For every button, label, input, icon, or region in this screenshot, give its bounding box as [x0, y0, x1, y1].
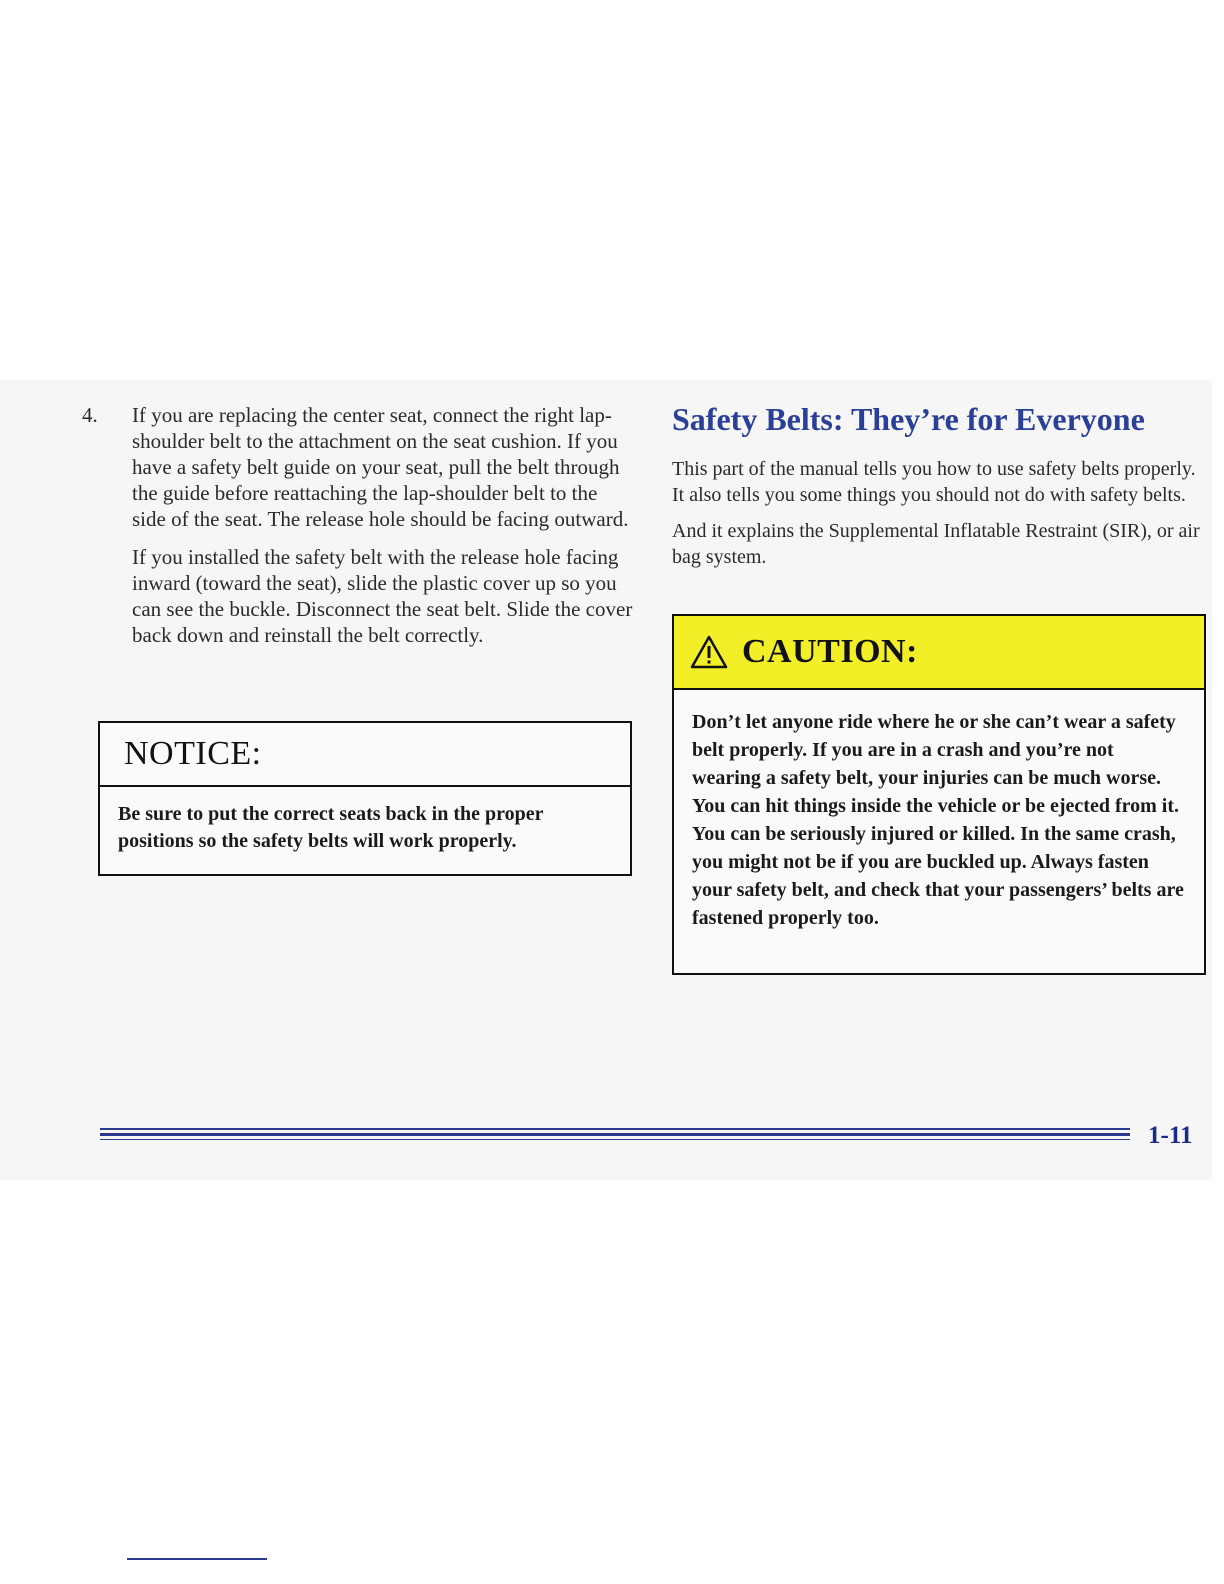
- bottom-divider: [127, 1558, 267, 1560]
- caution-box: [672, 614, 1206, 975]
- caution-title: CAUTION:: [742, 633, 918, 670]
- right-column: [672, 398, 1212, 580]
- notice-box: [98, 721, 632, 876]
- notice-title: NOTICE:: [124, 735, 262, 772]
- warning-triangle-icon: [690, 635, 728, 669]
- section-title: Safety Belts: They’re for Everyone: [672, 401, 1145, 437]
- step-text: If you are replacing the center seat, connect the right lap-shoulder belt to the attachment on the seat cushion. If you have a safety belt guide on your seat, pull the belt through the guide before reattaching the lap-shoulder belt to the side of the seat. The release hole should be facing outward.: [132, 403, 629, 531]
- sir-paragraph: And it explains the Supplemental Inflatable Restraint (SIR), or air bag system.: [672, 520, 1200, 568]
- list-item: [82, 402, 634, 648]
- notice-body: Be sure to put the correct seats back in the proper positions so the safety belts will work properly.: [118, 803, 544, 852]
- step-followup-text: If you installed the safety belt with the release hole facing inward (toward the seat), slide the plastic cover up so you can see the buckle. Disconnect the seat belt. Slide the cover back down and reinstall the belt correctly.: [132, 545, 633, 647]
- intro-paragraph: This part of the manual tells you how to use safety belts properly. It also tells you some things you should not do with safety belts.: [672, 458, 1196, 506]
- step-number: 4.: [82, 403, 98, 427]
- left-column: [82, 402, 634, 660]
- caution-body: Don’t let anyone ride where he or she can’t wear a safety belt properly. If you are in a crash and you’re not wearing a safety belt, your injuries can be much worse. You can hit things inside the vehicle or be ejected from it. You can be seriously injured or killed. In the same crash, you might not be if you are buckled up. Always fasten your safety belt, and check that your passengers’ belts are fastened properly too.: [692, 711, 1184, 929]
- caution-header: [674, 616, 1204, 690]
- notice-header: [100, 723, 630, 787]
- page-number: 1-11: [1148, 1122, 1193, 1149]
- footer-rule: [100, 1128, 1130, 1142]
